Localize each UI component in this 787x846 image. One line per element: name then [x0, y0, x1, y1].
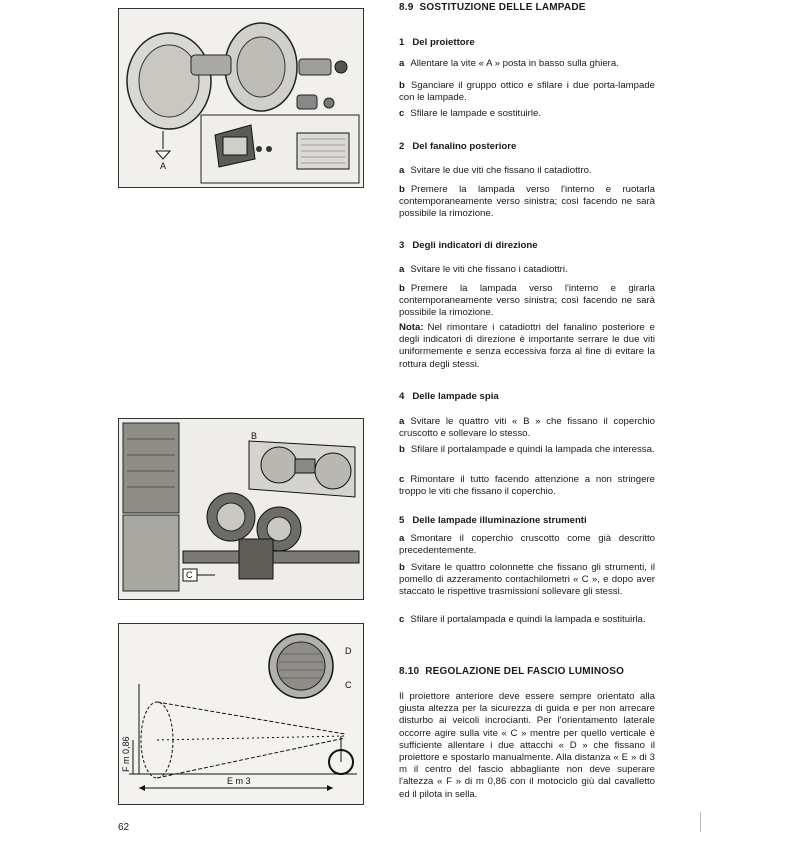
sub-4-item-a: a Svitare le quattro viti « B » che fissano il coperchio cruscotto e sollevare lo stesso.	[399, 416, 655, 440]
figure-instrument-cluster	[118, 418, 364, 600]
label-C: C	[186, 570, 193, 580]
page-number: 62	[118, 822, 130, 833]
beam-diagram	[119, 624, 363, 804]
sub-1-item-c: c Sfilare le lampade e sostituirle.	[399, 108, 541, 119]
label-B: B	[251, 431, 258, 441]
sub-2-item-b: b Premere la lampada verso l'interno e ruotarla contemporaneamente verso sinistra; così facendo ne sarà possibile la rimozione.	[399, 184, 655, 220]
sub-1-item-a: a Allentare la vite « A » posta in basso sulla ghiera.	[399, 58, 619, 69]
label-F: F m 0,86	[121, 736, 131, 772]
sub-5-item-c: c Sfilare il portalampada e quindi la lampada e sostituirla.	[399, 614, 646, 625]
sub-4-heading: 4 Delle lampade spia	[399, 391, 499, 402]
sub-3-nota: Nota: Nel rimontare i catadiottri del fanalino posteriore e degli indicatori di direzione è importante serrare le due viti uniformemente e senza eccessiva forza al fine di evitare la rottura degli stessi.	[399, 322, 655, 370]
sub-2-heading: 2 Del fanalino posteriore	[399, 141, 517, 152]
label-C-beam: C	[345, 680, 352, 690]
sub-3-item-a: a Svitare le viti che fissano i catadiottri.	[399, 264, 568, 275]
sub-5-item-a: a Smontare il coperchio cruscotto come già descritto precedentemente.	[399, 533, 655, 557]
sub-5-heading: 5 Delle lampade illuminazione strumenti	[399, 515, 587, 526]
figure-headlamp-disassembly	[118, 8, 364, 188]
sub-3-item-b: b Premere la lampada verso l'interno e girarla contemporaneamente verso sinistra; così facendo ne sarà possibile la rimozione.	[399, 283, 655, 319]
sub-5-item-b: b Svitare le quattro colonnette che fissano gli strumenti, il pomello di azzeramento contachilometri « C », e dopo aver staccato le rispettive trasmissioni sollevare gli stessi.	[399, 562, 655, 598]
label-D: D	[345, 646, 352, 656]
sub-1-item-b: b Sganciare il gruppo ottico e sfilare i due porta-lampade con le lampade.	[399, 80, 655, 104]
section-8-10-heading: 8.10 REGOLAZIONE DEL FASCIO LUMINOSO	[399, 666, 625, 677]
label-E: E m 3	[227, 776, 251, 786]
sub-4-item-b: b Sfilare il portalampade e quindi la lampada che interessa.	[399, 444, 655, 455]
section-8-9-heading: 8.9 SOSTITUZIONE DELLE LAMPADE	[399, 2, 586, 13]
sub-4-item-c: c Rimontare il tutto facendo attenzione a non stringere troppo le viti che fissano il coperchio.	[399, 474, 655, 498]
figure-beam-alignment	[118, 623, 364, 805]
section-8-10-body: Il proiettore anteriore deve essere sempre orientato alla giusta altezza per la sicurezza di guida e per non arrecare disturbo ai veicoli incrocianti. Per l'orientamento laterale occorre agire sulla vite « C » mentre per quello verticale è sufficiente allentare i due attacchi « D » che fissano il proiettore e spostarlo manualmente. Alla distanza « E » di 3 m il centro del fascio abbagliante non deve superare l'altezza « F » di m 0,86 con il motociclo giù dal cavalletto ed il pilota in sella.	[399, 691, 655, 800]
label-A: A	[160, 161, 167, 171]
page-edge-mark	[700, 812, 701, 832]
sub-3-heading: 3 Degli indicatori di direzione	[399, 240, 538, 251]
sub-2-item-a: a Svitare le due viti che fissano il catadiottro.	[399, 165, 592, 176]
instrument-illustration	[119, 419, 363, 599]
sub-1-heading: 1 Del proiettore	[399, 37, 475, 48]
headlamp-illustration	[119, 9, 363, 187]
